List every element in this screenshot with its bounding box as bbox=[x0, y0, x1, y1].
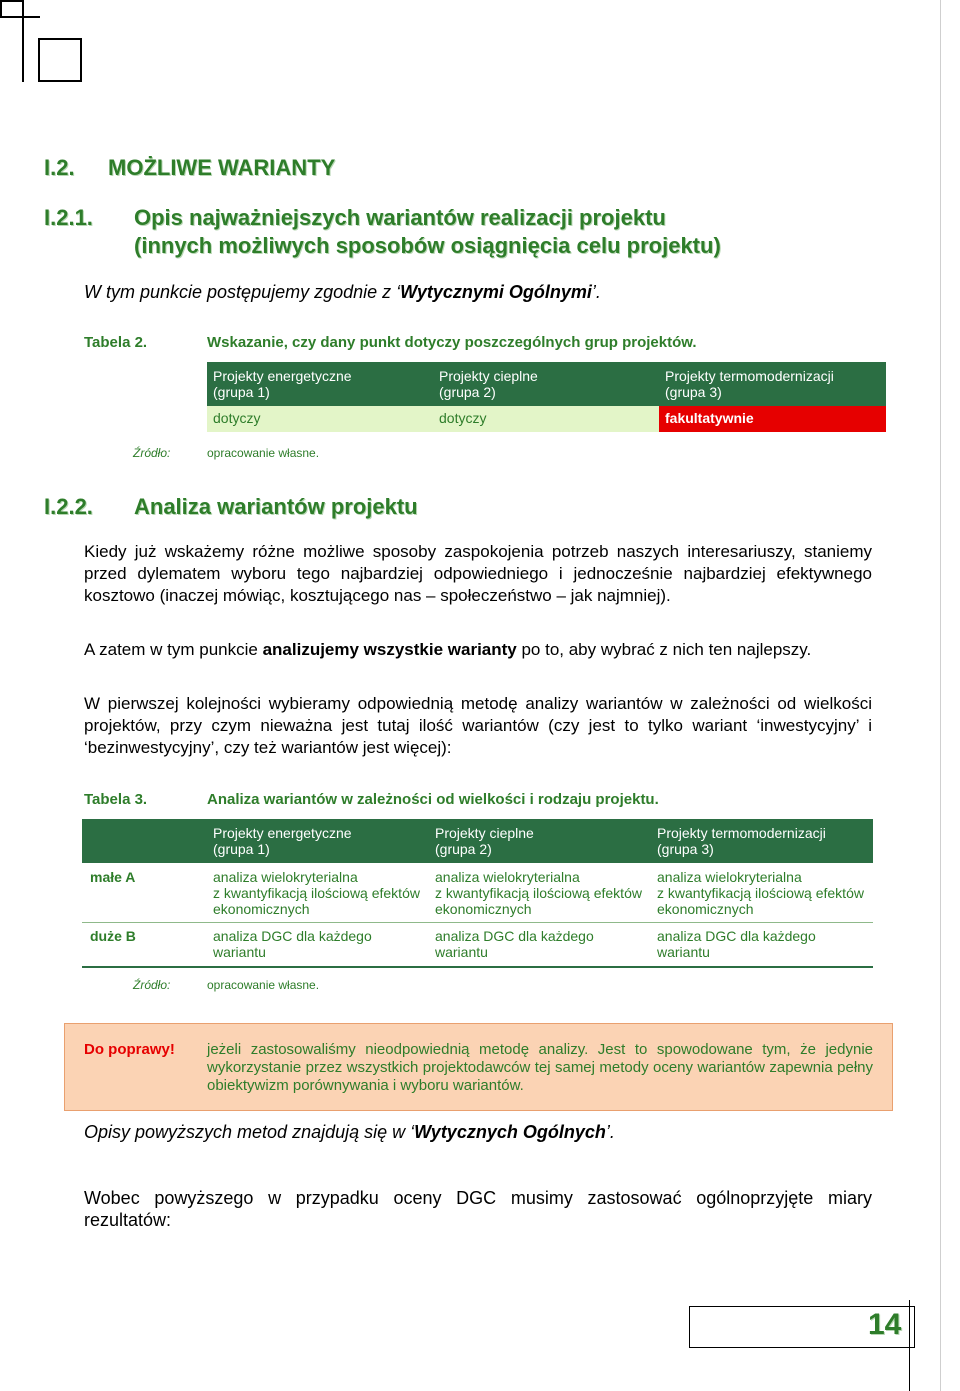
corner-mark-box bbox=[38, 38, 82, 82]
paragraph-1: Kiedy już wskażemy różne możliwe sposoby zaspokojenia potrzeb naszych interesariuszy, staniemy przed dylematem wyboru tego najbardziej odpowiedniego i jednocześnie najbardziej efektywnego kosztowo (inaczej mówiąc, kosztującego nas – społeczeństwo – jak najmniej). bbox=[84, 542, 872, 605]
table2-label: Tabela 2. bbox=[84, 334, 148, 351]
paragraph-2-bold: analizujemy wszystkie warianty bbox=[262, 640, 517, 659]
table2-header-group3-line2: (grupa 3) bbox=[665, 384, 722, 400]
closing-prefix: Opisy powyższych metod znajdują się w ‘ bbox=[84, 1122, 415, 1142]
table3-header-group2 bbox=[429, 819, 651, 863]
table3-cell-line: analiza wielokryterialna bbox=[657, 869, 802, 885]
table2-caption: Wskazanie, czy dany punkt dotyczy poszczególnych grup projektów. bbox=[207, 334, 697, 351]
table3-row-a-divider bbox=[82, 922, 873, 923]
closing-line bbox=[84, 1122, 615, 1143]
table3-row-b-group1 bbox=[213, 928, 372, 960]
table2-value-group3: fakultatywnie bbox=[659, 406, 886, 432]
subsection-title-line1: Opis najważniejszych wariantów realizacji projektu bbox=[134, 205, 666, 230]
page-number: 14 bbox=[868, 1308, 902, 1341]
subsection-title-line2: (innych możliwych sposobów osiągnięcia celu projektu) bbox=[134, 233, 721, 258]
table2-value-group2: dotyczy bbox=[433, 406, 659, 432]
table2-header-group3-line1: Projekty termomodernizacji bbox=[665, 368, 834, 384]
table3-cell-line: z kwantyfikacją ilościową efektów bbox=[213, 885, 420, 901]
table2-header-group3 bbox=[659, 362, 886, 406]
table3-source-label: Źródło: bbox=[133, 978, 171, 992]
table3-cell-line: z kwantyfikacją ilościową efektów bbox=[657, 885, 864, 901]
table3-cell-line: analiza DGC dla każdego bbox=[435, 928, 594, 944]
table3-cell-line: analiza wielokryterialna bbox=[435, 869, 580, 885]
table3-header-group1 bbox=[207, 819, 429, 863]
intro-prefix: W tym punkcie postępujemy zgodnie z ‘ bbox=[84, 282, 401, 302]
corner-mark-box-small bbox=[0, 0, 24, 18]
table3-cell-line: analiza DGC dla każdego bbox=[657, 928, 816, 944]
table3-cell-line: wariantu bbox=[213, 944, 266, 960]
table2-header-group2-line2: (grupa 2) bbox=[439, 384, 496, 400]
table3-cell-line: analiza DGC dla każdego bbox=[213, 928, 372, 944]
table2-header-group2 bbox=[433, 362, 659, 406]
table3-bottom-rule bbox=[82, 966, 873, 968]
table2-header-group1-line1: Projekty energetyczne bbox=[213, 368, 352, 384]
paragraph-2-suffix: po to, aby wybrać z nich ten najlepszy. bbox=[516, 640, 812, 659]
table3-cell-line: ekonomicznych bbox=[213, 901, 310, 917]
table3-header-group1-line1: Projekty energetyczne bbox=[213, 825, 352, 841]
table3-row-a-group1 bbox=[213, 869, 420, 917]
table3-header-group2-line2: (grupa 2) bbox=[435, 841, 492, 857]
closing-bold: Wytycznych Ogólnych bbox=[414, 1122, 606, 1142]
intro-suffix: ’. bbox=[591, 282, 601, 302]
paragraph-3: W pierwszej kolejności wybieramy odpowiednią metodę analizy wariantów w zależności od wielkości projektów, przy czym nieważna jest tutaj ilość wariantów (czy jest to tylko wariant ‘inwestycyjny’ i ‘bezinwestycyjny’, czy też wariantów jest więcej): bbox=[84, 694, 872, 757]
table2-value-group1: dotyczy bbox=[207, 406, 433, 432]
table3-header-group3-line1: Projekty termomodernizacji bbox=[657, 825, 826, 841]
table3-source-text: opracowanie własne. bbox=[207, 978, 320, 992]
table3-row-b-label: duże B bbox=[90, 928, 136, 944]
table3-header-group1-line2: (grupa 1) bbox=[213, 841, 270, 857]
table3-cell-line: wariantu bbox=[435, 944, 488, 960]
closing-suffix: ’. bbox=[605, 1122, 615, 1142]
table3-row-b-group2 bbox=[435, 928, 594, 960]
table2-source-label: Źródło: bbox=[133, 446, 171, 460]
section-title: MOŻLIWE WARIANTY bbox=[108, 155, 336, 180]
table3-cell-line: ekonomicznych bbox=[657, 901, 754, 917]
table2-header-group1 bbox=[207, 362, 433, 406]
section-number: I.2. bbox=[44, 155, 75, 180]
table3-row-a-group2 bbox=[435, 869, 642, 917]
table3-row-a-label: małe A bbox=[90, 869, 136, 885]
table3-header-group2-line1: Projekty cieplne bbox=[435, 825, 534, 841]
table3-caption: Analiza wariantów w zależności od wielkości i rodzaju projektu. bbox=[207, 791, 659, 808]
table3-cell-line: ekonomicznych bbox=[435, 901, 532, 917]
table2-header-group2-line1: Projekty cieplne bbox=[439, 368, 538, 384]
table2-header-group1-line2: (grupa 1) bbox=[213, 384, 270, 400]
subsection2-title: Analiza wariantów projektu bbox=[134, 494, 418, 519]
warning-text: jeżeli zastosowaliśmy nieodpowiednią metodę analizy. Jest to spowodowane tym, że jedynie wykorzystanie przez wszystkich projektodawców tej samej metody oceny wariantów zapewnia pełny obiektywizm porównywania i wyboru wariantów. bbox=[207, 1041, 873, 1094]
paragraph-2 bbox=[84, 639, 872, 661]
table3-cell-line: analiza wielokryterialna bbox=[213, 869, 358, 885]
subsection-number: I.2.1. bbox=[44, 205, 93, 230]
right-margin-line bbox=[940, 0, 941, 1391]
warning-label: Do poprawy! bbox=[84, 1041, 175, 1058]
table2-source-text: opracowanie własne. bbox=[207, 446, 320, 460]
paragraph-2-prefix: A zatem w tym punkcie bbox=[84, 640, 263, 659]
table3-row-b-group3 bbox=[657, 928, 816, 960]
table3-cell-line: z kwantyfikacją ilościową efektów bbox=[435, 885, 642, 901]
intro-line bbox=[84, 282, 601, 303]
page-number-rule bbox=[909, 1300, 910, 1391]
intro-bold: Wytycznymi Ogólnymi bbox=[400, 282, 592, 302]
table3-header-corner bbox=[82, 819, 207, 863]
table3-header-group3 bbox=[651, 819, 873, 863]
subsection2-number: I.2.2. bbox=[44, 494, 93, 519]
table3-header-group3-line2: (grupa 3) bbox=[657, 841, 714, 857]
table3-label: Tabela 3. bbox=[84, 791, 148, 808]
table3-cell-line: wariantu bbox=[657, 944, 710, 960]
closing-paragraph: Wobec powyższego w przypadku oceny DGC musimy zastosować ogólnoprzyjęte miary rezultatów: bbox=[84, 1188, 872, 1230]
table3-row-a-group3 bbox=[657, 869, 864, 917]
